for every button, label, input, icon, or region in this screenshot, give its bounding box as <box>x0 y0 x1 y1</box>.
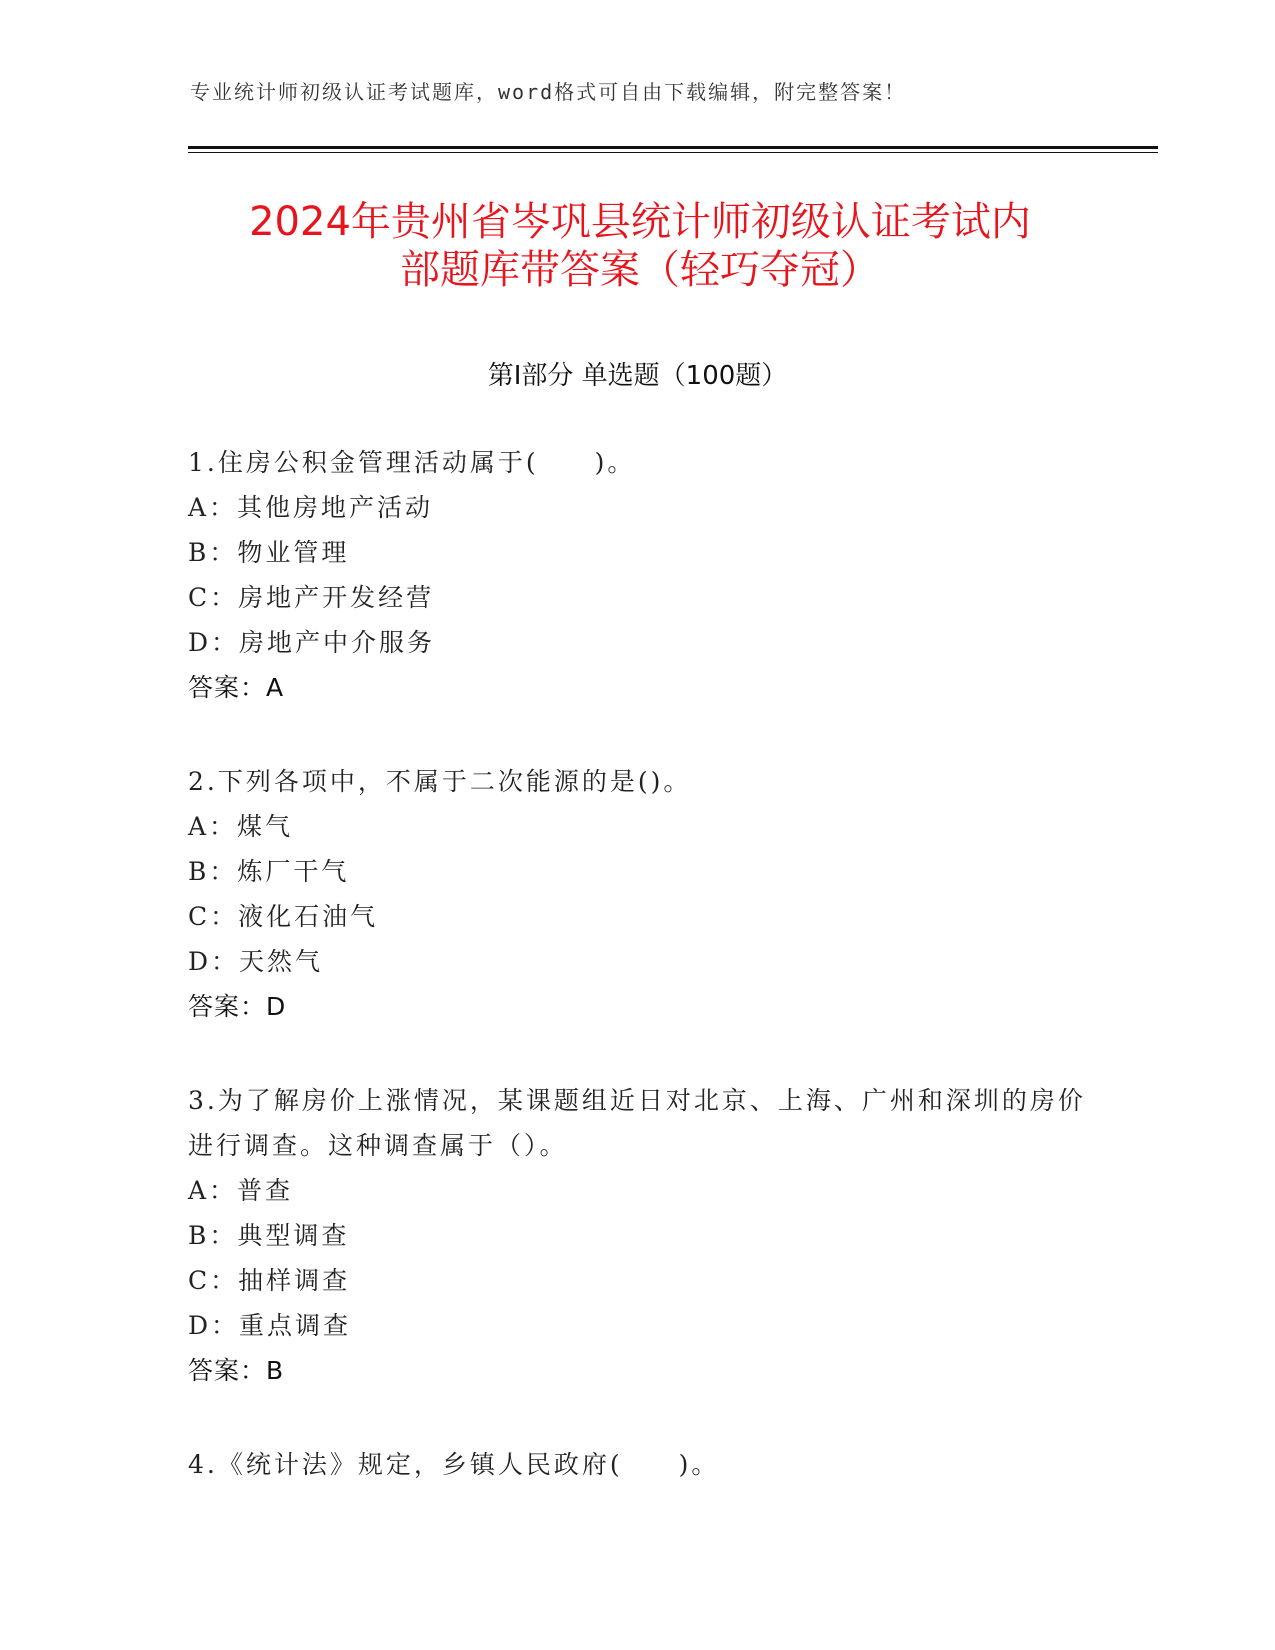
document-title-line-1: 2024年贵州省岑巩县统计师初级认证考试内 <box>249 199 1031 245</box>
document-title-line-2: 部题库带答案（轻巧夺冠） <box>400 247 880 293</box>
option-c: C：房地产开发经营 <box>188 583 435 612</box>
header-rule-thin <box>188 152 1158 153</box>
question-stem: 2.下列各项中，不属于二次能源的是()。 <box>188 767 692 796</box>
question-stem: 4.《统计法》规定，乡镇人民政府( )。 <box>188 1450 720 1479</box>
question-block-4 <box>188 1442 1088 1487</box>
section-heading: 第Ⅰ部分 单选题（100题） <box>487 361 788 391</box>
document-title <box>160 198 1120 294</box>
option-b: B：物业管理 <box>188 538 350 567</box>
question-block-2 <box>188 759 1088 1029</box>
option-a: A：煤气 <box>188 812 294 841</box>
header-rule-thick <box>188 146 1158 149</box>
option-c: C：抽样调查 <box>188 1266 351 1295</box>
header-note: 专业统计师初级认证考试题库，word格式可自由下载编辑，附完整答案！ <box>190 80 907 104</box>
question-stem: 1.住房公积金管理活动属于( )。 <box>188 448 636 477</box>
question-block-3 <box>188 1078 1088 1393</box>
option-c: C：液化石油气 <box>188 902 379 931</box>
answer-line: 答案：B <box>188 1356 285 1385</box>
option-d: D：天然气 <box>188 947 324 976</box>
option-d: D：重点调查 <box>188 1311 352 1340</box>
question-block-1 <box>188 440 1088 710</box>
answer-line: 答案：D <box>188 992 287 1021</box>
question-stem: 3.为了解房价上涨情况，某课题组近日对北京、上海、广州和深圳的房价进行调查。这种调查属于（）。 <box>188 1086 1086 1160</box>
option-b: B：典型调查 <box>188 1221 350 1250</box>
option-a: A：其他房地产活动 <box>188 493 434 522</box>
answer-line: 答案：A <box>188 673 285 702</box>
option-a: A：普查 <box>188 1176 294 1205</box>
option-d: D：房地产中介服务 <box>188 628 436 657</box>
option-b: B：炼厂干气 <box>188 857 350 886</box>
